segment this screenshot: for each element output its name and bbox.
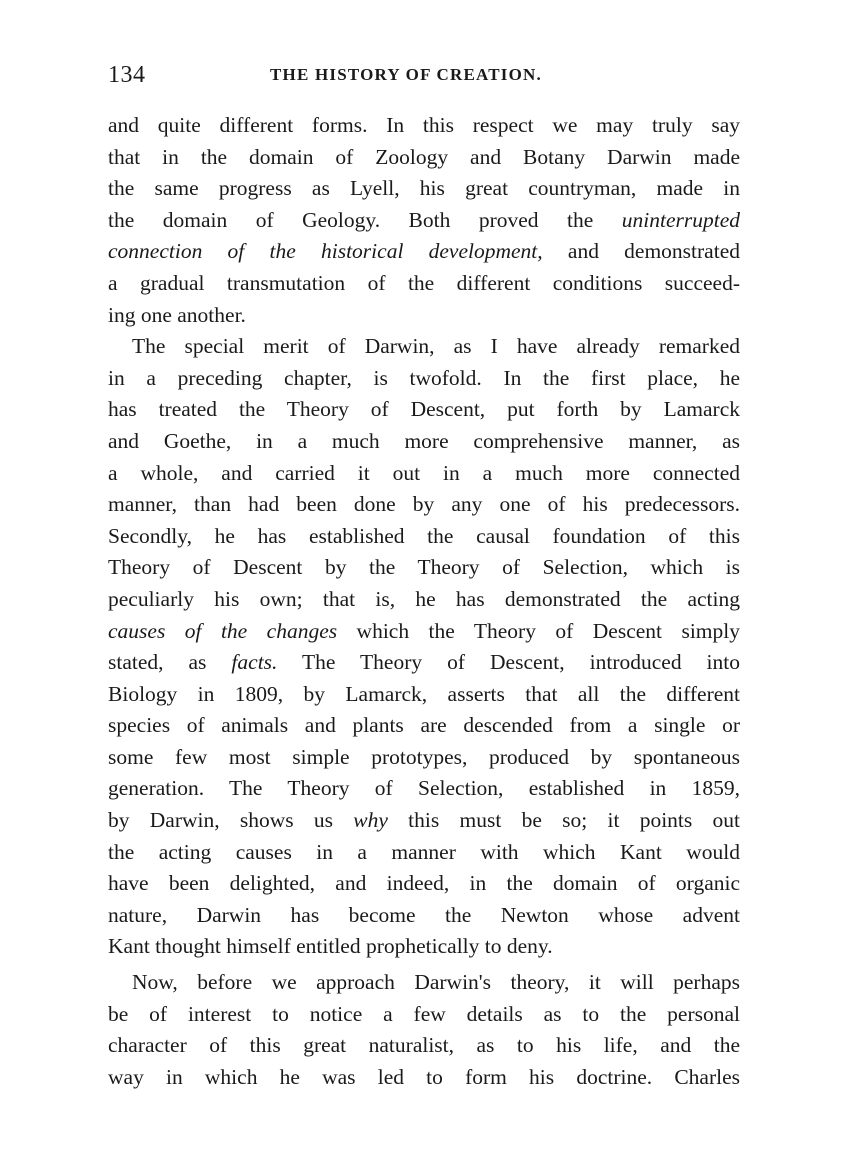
text-run: the same progress as Lyell, his great countryman, made in [108, 176, 740, 201]
text-line [108, 426, 740, 458]
text-run: Kant thought himself entitled prophetically to deny. [108, 934, 553, 959]
text-run: ing one another. [108, 302, 246, 327]
italic-run: facts. [231, 650, 278, 675]
text-line [108, 999, 740, 1031]
page-number: 134 [108, 62, 146, 88]
text-run: which the Theory of Descent simply [337, 618, 740, 643]
text-line [108, 331, 740, 363]
text-run: Biology in 1809, by Lamarck, asserts that all the different [108, 681, 740, 706]
text-line [108, 742, 740, 774]
text-line [108, 931, 740, 963]
text-line [108, 236, 740, 268]
text-line [108, 173, 740, 205]
text-run: this must be so; it points out [387, 808, 740, 833]
text-run: has treated the Theory of Descent, put forth by Lamarck [108, 397, 740, 422]
text-line [108, 679, 740, 711]
text-run: some few most simple prototypes, produced by spontaneous [108, 744, 740, 769]
text-run: peculiarly his own; that is, he has demonstrated the acting [108, 586, 740, 611]
text-line [108, 1062, 740, 1094]
text-run: Secondly, he has established the causal foundation of this [108, 523, 740, 548]
text-line [108, 300, 740, 332]
text-line [108, 773, 740, 805]
text-line [108, 552, 740, 584]
text-run: nature, Darwin has become the Newton whose advent [108, 902, 740, 927]
text-run: and demonstrated [542, 239, 740, 264]
running-title: THE HISTORY OF CREATION. [270, 65, 542, 84]
text-line [108, 616, 740, 648]
text-run: and Goethe, in a much more comprehensive manner, as [108, 428, 740, 453]
text-run: manner, than had been done by any one of his predecessors. [108, 492, 740, 517]
text-line [108, 521, 740, 553]
text-line [108, 647, 740, 679]
italic-run: uninterrupted [621, 207, 740, 232]
text-line [108, 205, 740, 237]
text-line [108, 363, 740, 395]
text-line [108, 268, 740, 300]
text-run: the acting causes in a manner with which Kant would [108, 839, 740, 864]
text-line [108, 805, 740, 837]
text-run: that in the domain of Zoology and Botany Darwin made [108, 144, 740, 169]
text-line [108, 710, 740, 742]
body-text [108, 110, 740, 1093]
text-run: The special merit of Darwin, as I have already remarked [132, 334, 740, 359]
text-line [108, 458, 740, 490]
text-line [108, 868, 740, 900]
running-head [108, 60, 740, 90]
text-run: species of animals and plants are descended from a single or [108, 713, 740, 738]
text-line [108, 110, 740, 142]
text-line [108, 142, 740, 174]
text-run: in a preceding chapter, is twofold. In the first place, he [108, 365, 740, 390]
text-run: have been delighted, and indeed, in the domain of organic [108, 871, 740, 896]
text-run: character of this great naturalist, as to his life, and the [108, 1033, 740, 1058]
text-line [108, 837, 740, 869]
italic-run: why [353, 808, 388, 833]
text-run: Theory of Descent by the Theory of Selection, which is [108, 555, 740, 580]
text-line [108, 1030, 740, 1062]
text-run: a whole, and carried it out in a much more connected [108, 460, 740, 485]
text-run: and quite different forms. In this respect we may truly say [108, 113, 740, 137]
text-run: The Theory of Descent, introduced into [277, 650, 741, 675]
text-run: Now, before we approach Darwin's theory, it will perhaps [132, 970, 740, 995]
text-line [108, 489, 740, 521]
italic-run: causes of the changes [108, 618, 338, 643]
text-line [108, 967, 740, 999]
text-line [108, 394, 740, 426]
text-run: by Darwin, shows us [108, 808, 354, 833]
text-run: be of interest to notice a few details as to the personal [108, 1001, 740, 1026]
italic-run: connection of the historical development, [108, 239, 543, 264]
text-run: the domain of Geology. Both proved the [108, 207, 622, 232]
text-run: stated, as [108, 650, 232, 675]
text-run: a gradual transmutation of the different conditions succeed- [108, 270, 740, 295]
text-line [108, 584, 740, 616]
text-run: way in which he was led to form his doctrine. Charles [108, 1064, 740, 1089]
text-line [108, 900, 740, 932]
text-run: generation. The Theory of Selection, established in 1859, [108, 776, 740, 801]
